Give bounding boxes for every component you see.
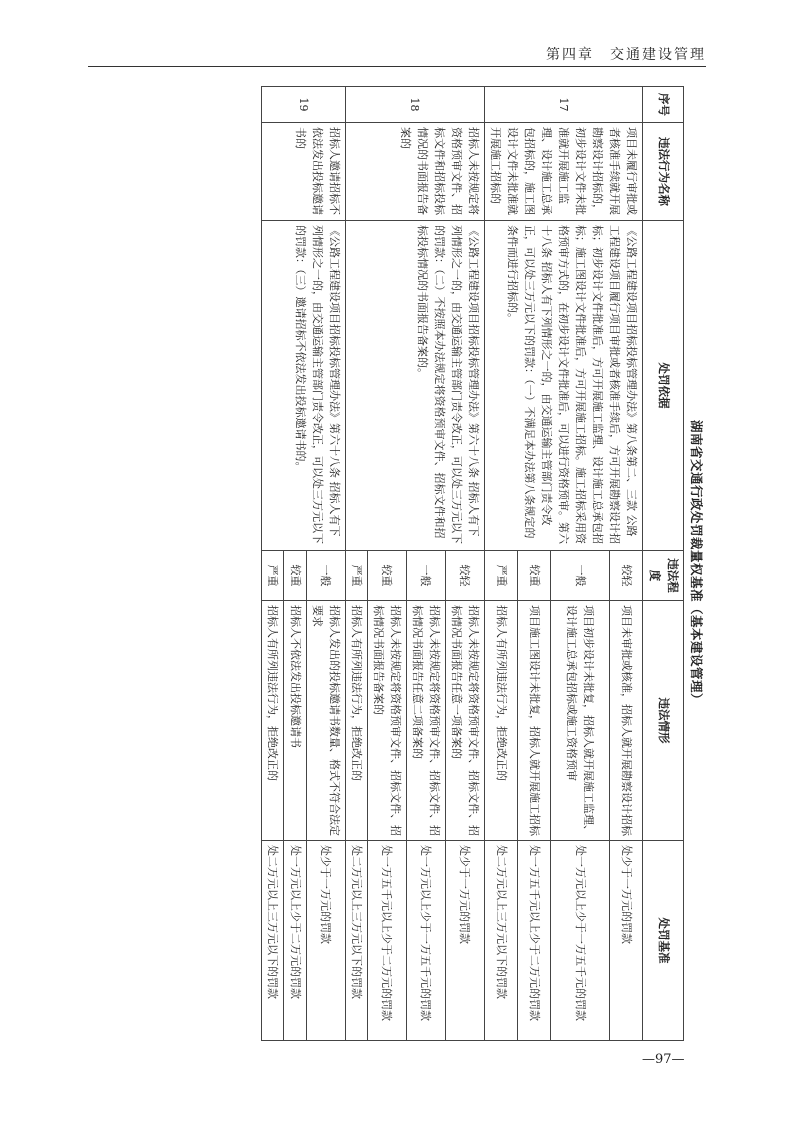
situation-cell: 项目施工图设计未批复，招标人就开展施工招标 bbox=[518, 601, 551, 841]
row-number: 17 bbox=[484, 87, 642, 123]
rotated-table-block bbox=[98, 86, 708, 1040]
standard-cell: 处二万元以上三万元以下的罚款 bbox=[345, 841, 367, 1041]
degree-cell: 严重 bbox=[484, 551, 517, 601]
degree-cell: 一般 bbox=[406, 551, 445, 601]
col-header-basis: 处罚依据 bbox=[643, 221, 684, 551]
table-row bbox=[610, 87, 643, 1041]
chapter-title: 第四章 交通建设管理 bbox=[546, 47, 706, 63]
penalty-basis: 《公路工程建设项目招标投标管理办法》第六十八条 招标人有下列情形之一的，由交通运输主管部门责令改正，可以处三万元以下的罚款：（二）不按照本办法规定将资格预审文件、招标文件和招标投标情况的书面报告备案的。 bbox=[345, 221, 484, 551]
standard-cell: 处一万元以上少于二万元的罚款 bbox=[284, 841, 306, 1041]
situation-cell: 招标人不依法发出投标邀请书 bbox=[284, 601, 306, 841]
table-title: 湖南省交通行政处罚裁量权基准（基本建设管理） bbox=[689, 419, 704, 706]
table-row bbox=[306, 87, 345, 1041]
situation-cell: 招标人有所列违法行为，拒绝改正的 bbox=[345, 601, 367, 841]
standard-cell: 处一万五千元以上少于二万元的罚款 bbox=[367, 841, 406, 1041]
degree-cell: 严重 bbox=[262, 551, 284, 601]
violation-name: 项目未履行审批或者核准手续就开展勘察设计招标的，初步设计文件未批准就开展施工监理、设计施工总承包招标的，施工图设计文件未批准就开展施工招标的 bbox=[484, 123, 642, 221]
standard-cell: 处一万五千元以上少于二万元的罚款 bbox=[518, 841, 551, 1041]
situation-cell: 项目未审批或核准，招标人就开展勘察设计招标 bbox=[610, 601, 643, 841]
col-header-situation: 违法情形 bbox=[643, 601, 684, 841]
standard-cell: 处少于一万元的罚款 bbox=[445, 841, 484, 1041]
page-number: —97— bbox=[642, 1052, 685, 1067]
degree-cell: 较轻 bbox=[610, 551, 643, 601]
standard-cell: 处二万元以上三万元以下的罚款 bbox=[484, 841, 517, 1041]
situation-cell: 招标人发出的投标邀请书数量、格式不符合法定要求 bbox=[306, 601, 345, 841]
page-header bbox=[88, 44, 706, 67]
degree-cell: 一般 bbox=[551, 551, 610, 601]
standard-cell: 处一万元以上少于一万五千元的罚款 bbox=[406, 841, 445, 1041]
standard-cell: 处二万元以上三万元以下的罚款 bbox=[262, 841, 284, 1041]
col-header-no: 序号 bbox=[643, 87, 684, 123]
col-header-degree: 违法程度 bbox=[643, 551, 684, 601]
situation-cell: 招标人有所列违法行为，拒绝改正的 bbox=[484, 601, 517, 841]
standard-cell: 处少于一万元的罚款 bbox=[610, 841, 643, 1041]
degree-cell: 较重 bbox=[284, 551, 306, 601]
degree-cell: 较轻 bbox=[445, 551, 484, 601]
situation-cell: 招标人未按规定将资格预审文件、招标文件、招标情况书面报告任意二项备案的 bbox=[406, 601, 445, 841]
degree-cell: 较重 bbox=[367, 551, 406, 601]
situation-cell: 项目初步设计未批复，招标人就开展施工监理、设计施工总承包招标或施工资格预审 bbox=[551, 601, 610, 841]
table-row bbox=[445, 87, 484, 1041]
degree-cell: 一般 bbox=[306, 551, 345, 601]
penalty-basis: 《公路工程建设项目招标投标管理办法》第八条第二、三款 公路工程建设项目履行项目审批或者核准手续后，方可开展勘察设计招标；初步设计文件批准后，方可开展施工监理、设计施工总承包招标；施工图设计文件批准后，方可开展施工招标。施工招标采用资格预审方式的，在初步设计文件批准后，可以进行资格预审。第六十八条 招标人有下列情形之一的，由交通运输主管部门责令改正，可以处三万元以下的罚款：（一）不满足本办法第八条规定的条件而进行招标的。 bbox=[484, 221, 642, 551]
col-header-standard: 处罚基准 bbox=[643, 841, 684, 1041]
situation-cell: 招标人未按规定将资格预审文件、招标文件、招标情况书面报告备案的 bbox=[367, 601, 406, 841]
col-header-name: 违法行为名称 bbox=[643, 123, 684, 221]
situation-cell: 招标人未按规定将资格预审文件、招标文件、招标情况书面报告任意一项备案的 bbox=[445, 601, 484, 841]
violation-name: 招标人邀请招标不依法发出投标邀请书的 bbox=[262, 123, 345, 221]
penalty-table bbox=[261, 86, 684, 1041]
row-number: 18 bbox=[345, 87, 484, 123]
row-number: 19 bbox=[262, 87, 345, 123]
situation-cell: 招标人有所列违法行为，拒绝改正的 bbox=[262, 601, 284, 841]
standard-cell: 处少于一万元的罚款 bbox=[306, 841, 345, 1041]
table-header-row bbox=[643, 87, 684, 1041]
penalty-basis: 《公路工程建设项目招标投标管理办法》第六十八条 招标人有下列情形之一的，由交通运输主管部门责令改正，可以处三万元以下的罚款：（三）邀请招标不依法发出投标邀请书的。 bbox=[262, 221, 345, 551]
violation-name: 招标人未按规定将资格预审文件、招标文件和招标投标情况的书面报告备案的 bbox=[345, 123, 484, 221]
degree-cell: 较重 bbox=[518, 551, 551, 601]
degree-cell: 严重 bbox=[345, 551, 367, 601]
standard-cell: 处一万元以上少于一万五千元的罚款 bbox=[551, 841, 610, 1041]
